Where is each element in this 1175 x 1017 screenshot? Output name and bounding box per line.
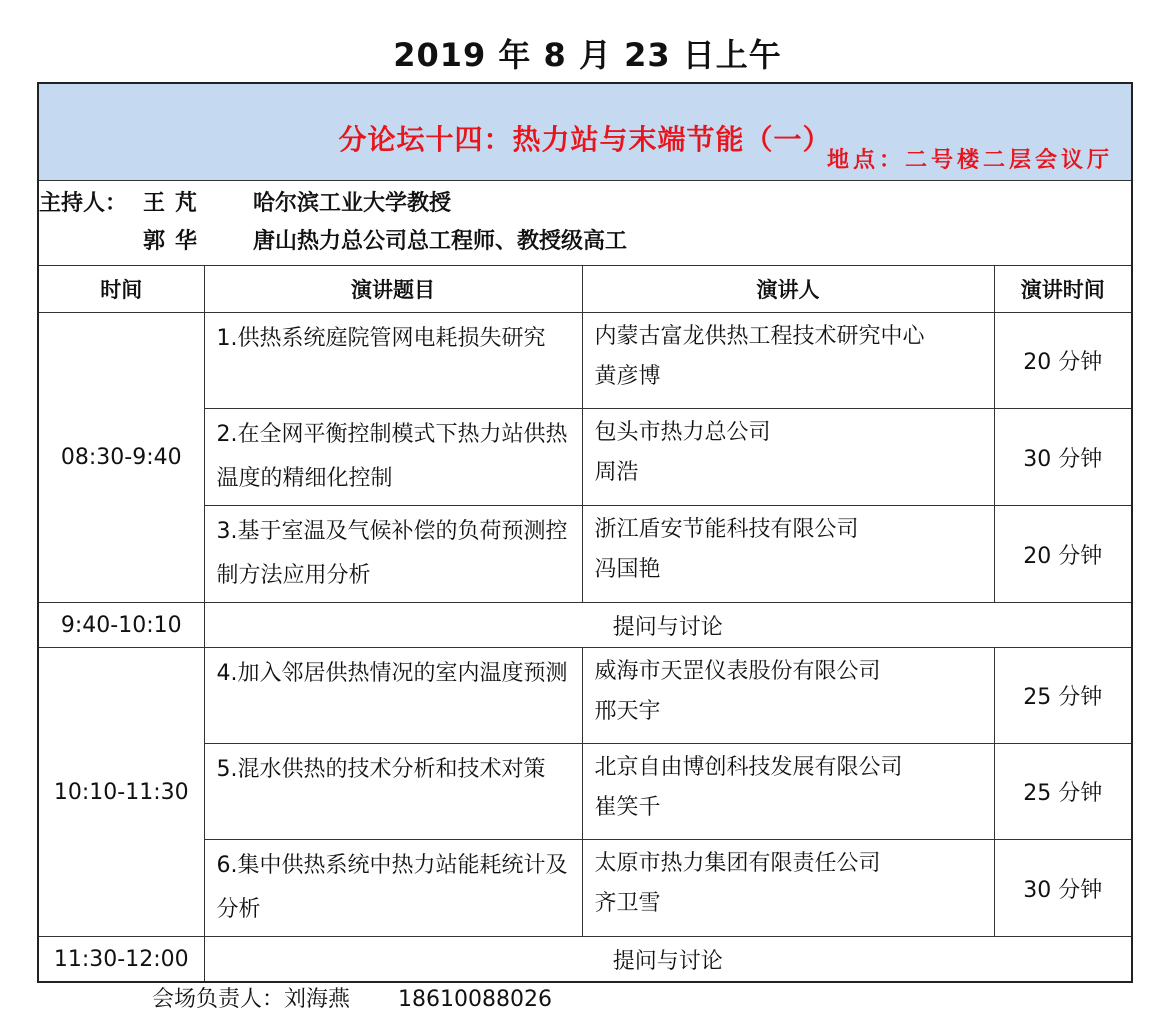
speaker-org: 浙江盾安节能科技有限公司: [594, 517, 859, 542]
talk-speaker: [582, 648, 994, 744]
speaker-org: 内蒙古富龙供热工程技术研究中心: [594, 324, 925, 349]
column-header-speaker: 演讲人: [582, 266, 994, 313]
footer: [152, 982, 552, 1013]
talk-topic: 5.混水供热的技术分析和技术对策: [204, 744, 582, 840]
talk-topic: 6.集中供热系统中热力站能耗统计及分析: [204, 840, 582, 937]
host-title: 唐山热力总公司总工程师、教授级高工: [253, 229, 628, 254]
column-header-row: [38, 266, 1132, 313]
talk-speaker: [582, 744, 994, 840]
talk-topic: 4.加入邻居供热情况的室内温度预测: [204, 648, 582, 744]
talk-duration: 20 分钟: [994, 506, 1132, 603]
talk-topic: 3.基于室温及气候补偿的负荷预测控制方法应用分析: [204, 506, 582, 603]
host-name: 王芃: [143, 191, 208, 216]
hosts-section: [38, 181, 1132, 266]
talk-speaker: [582, 409, 994, 506]
talk-topic: 1.供热系统庭院管网电耗损失研究: [204, 313, 582, 409]
speaker-org: 威海市天罡仪表股份有限公司: [594, 659, 881, 684]
discussion-label: 提问与讨论: [204, 603, 1132, 648]
speaker-name: 邢天宇: [594, 699, 661, 724]
venue-label: 地点：二号楼二层会议厅: [827, 148, 1114, 173]
table-row: [38, 313, 1132, 409]
discussion-time: 9:40-10:10: [38, 603, 204, 648]
talk-duration: 30 分钟: [994, 409, 1132, 506]
talk-duration: 25 分钟: [994, 744, 1132, 840]
speaker-name: 黄彦博: [594, 364, 661, 389]
speaker-name: 齐卫雪: [594, 891, 661, 916]
host-name: 郭华: [143, 229, 208, 254]
talk-duration: 30 分钟: [994, 840, 1132, 937]
page-title: 2019 年 8 月 23 日上午: [393, 36, 782, 74]
discussion-time: 11:30-12:00: [38, 937, 204, 983]
speaker-name: 崔笑千: [594, 795, 661, 820]
discussion-label: 提问与讨论: [204, 937, 1132, 983]
contact-label: 会场负责人：刘海燕: [152, 987, 351, 1012]
host-row: [39, 185, 1131, 223]
talk-topic: 2.在全网平衡控制模式下热力站供热温度的精细化控制: [204, 409, 582, 506]
speaker-name: 冯国艳: [594, 557, 661, 582]
speaker-org: 北京自由博创科技发展有限公司: [594, 755, 903, 780]
contact-phone: 18610088026: [398, 987, 552, 1012]
talk-speaker: [582, 313, 994, 409]
discussion-row: [38, 603, 1132, 648]
column-header-time: 时间: [38, 266, 204, 313]
talk-duration: 20 分钟: [994, 313, 1132, 409]
discussion-row: [38, 937, 1132, 983]
speaker-org: 包头市热力总公司: [594, 420, 771, 445]
host-title: 哈尔滨工业大学教授: [253, 191, 452, 216]
speaker-name: 周浩: [594, 460, 639, 485]
session-time: 08:30-9:40: [38, 313, 204, 603]
column-header-duration: 演讲时间: [994, 266, 1132, 313]
talk-speaker: [582, 506, 994, 603]
forum-title: 分论坛十四：热力站与末端节能（一）: [338, 123, 832, 156]
host-label: 主持人：: [39, 191, 128, 216]
schedule-table: [37, 82, 1133, 983]
speaker-org: 太原市热力集团有限责任公司: [594, 851, 881, 876]
talk-speaker: [582, 840, 994, 937]
host-row: [39, 223, 1131, 261]
table-row: [38, 648, 1132, 744]
talk-duration: 25 分钟: [994, 648, 1132, 744]
column-header-topic: 演讲题目: [204, 266, 582, 313]
forum-header: [38, 83, 1132, 181]
session-time: 10:10-11:30: [38, 648, 204, 937]
